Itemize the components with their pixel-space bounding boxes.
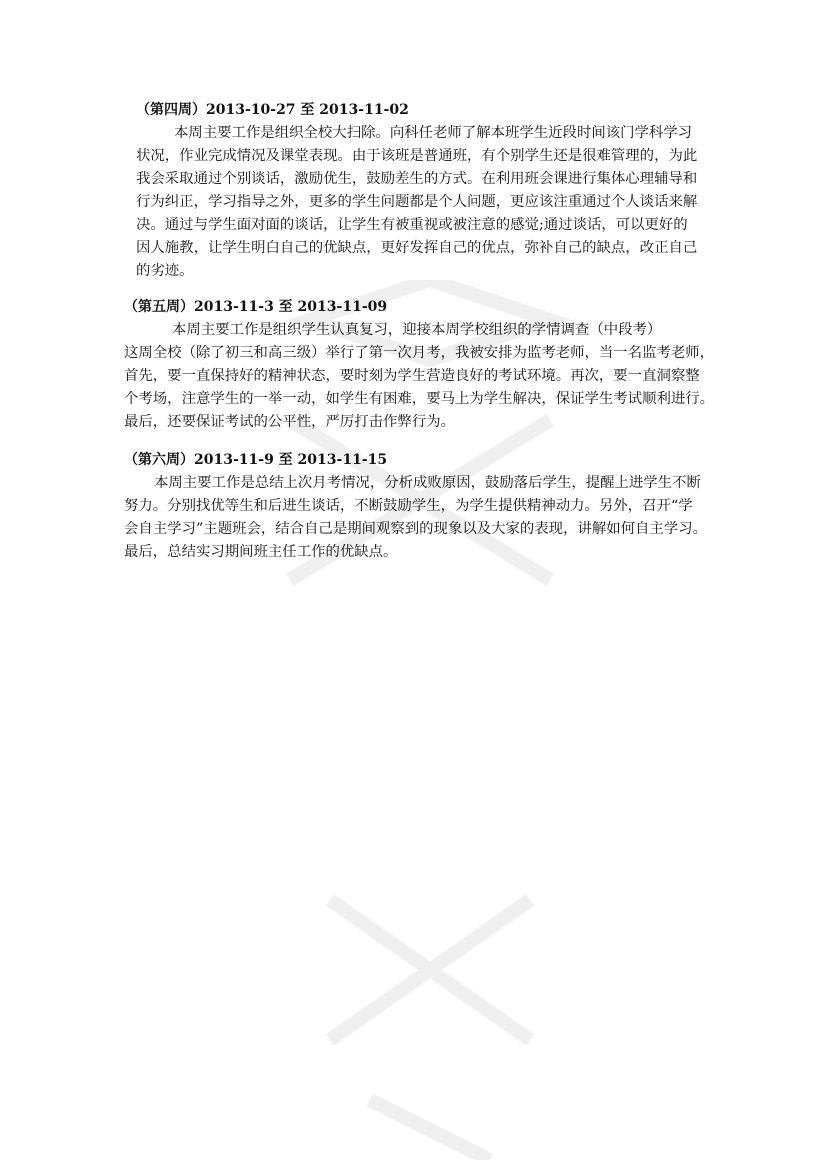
paragraph-line: 我会采取通过个别谈话，激励优生，鼓励差生的方式。在利用班会课进行集体心理辅导和 — [136, 171, 698, 187]
paragraph-line: 决。通过与学生面对面的谈话，让学生有被重视或被注意的感觉;通过谈话，可以更好的 — [136, 217, 688, 233]
paragraph-line: 个考场，注意学生的一举一动，如学生有困难，要马上为学生解决，保证学生考试顺利进行。 — [124, 391, 715, 407]
paragraph-line: 会自主学习”主题班会，结合自己是期间观察到的现象以及大家的表现，讲解如何自主学习。 — [124, 521, 707, 537]
paragraph-line: 努力。分别找优等生和后进生谈话，不断鼓励学生，为学生提供精神动力。另外，召开“学 — [124, 498, 693, 514]
paragraph-line: 最后，还要保证考试的公平性，严厉打击作弊行为。 — [124, 414, 455, 430]
paragraph-line: 状况，作业完成情况及课堂表现。由于该班是普通班，有个别学生还是很难管理的，为此 — [136, 148, 698, 164]
week-heading: （第五周）2013-11-3 至 2013-11-09 — [124, 299, 388, 315]
paragraph-line: 行为纠正，学习指导之外，更多的学生问题都是个人问题，更应该注重通过个人谈话来解 — [136, 194, 698, 210]
paragraph-line: 本周主要工作是组织学生认真复习，迎接本周学校组织的学情调查（中段考） — [172, 322, 662, 338]
paragraph-line: 因人施教，让学生明白自己的优缺点，更好发挥自己的优点，弥补自己的缺点，改正自己 — [136, 240, 698, 256]
paragraph-line: 这周全校（除了初三和高三级）举行了第一次月考，我被安排为监考老师，当一名监考老师， — [124, 345, 715, 361]
paragraph-line: 的劣迹。 — [136, 263, 194, 279]
paragraph-line: 最后，总结实习期间班主任工作的优缺点。 — [124, 544, 398, 560]
week-heading: （第四周）2013-10-27 至 2013-11-02 — [136, 102, 409, 118]
paragraph-line: 本周主要工作是总结上次月考情况，分析成败原因，鼓励落后学生，提醒上进学生不断 — [154, 475, 701, 491]
week-heading: （第六周）2013-11-9 至 2013-11-15 — [124, 452, 388, 468]
paragraph-line: 首先，要一直保持好的精神状态，要时刻为学生营造良好的考试环境。再次，要一直洞察整 — [124, 368, 700, 384]
paragraph-line: 本周主要工作是组织全校大扫除。向科任老师了解本班学生近段时间该门学科学习 — [174, 125, 693, 141]
